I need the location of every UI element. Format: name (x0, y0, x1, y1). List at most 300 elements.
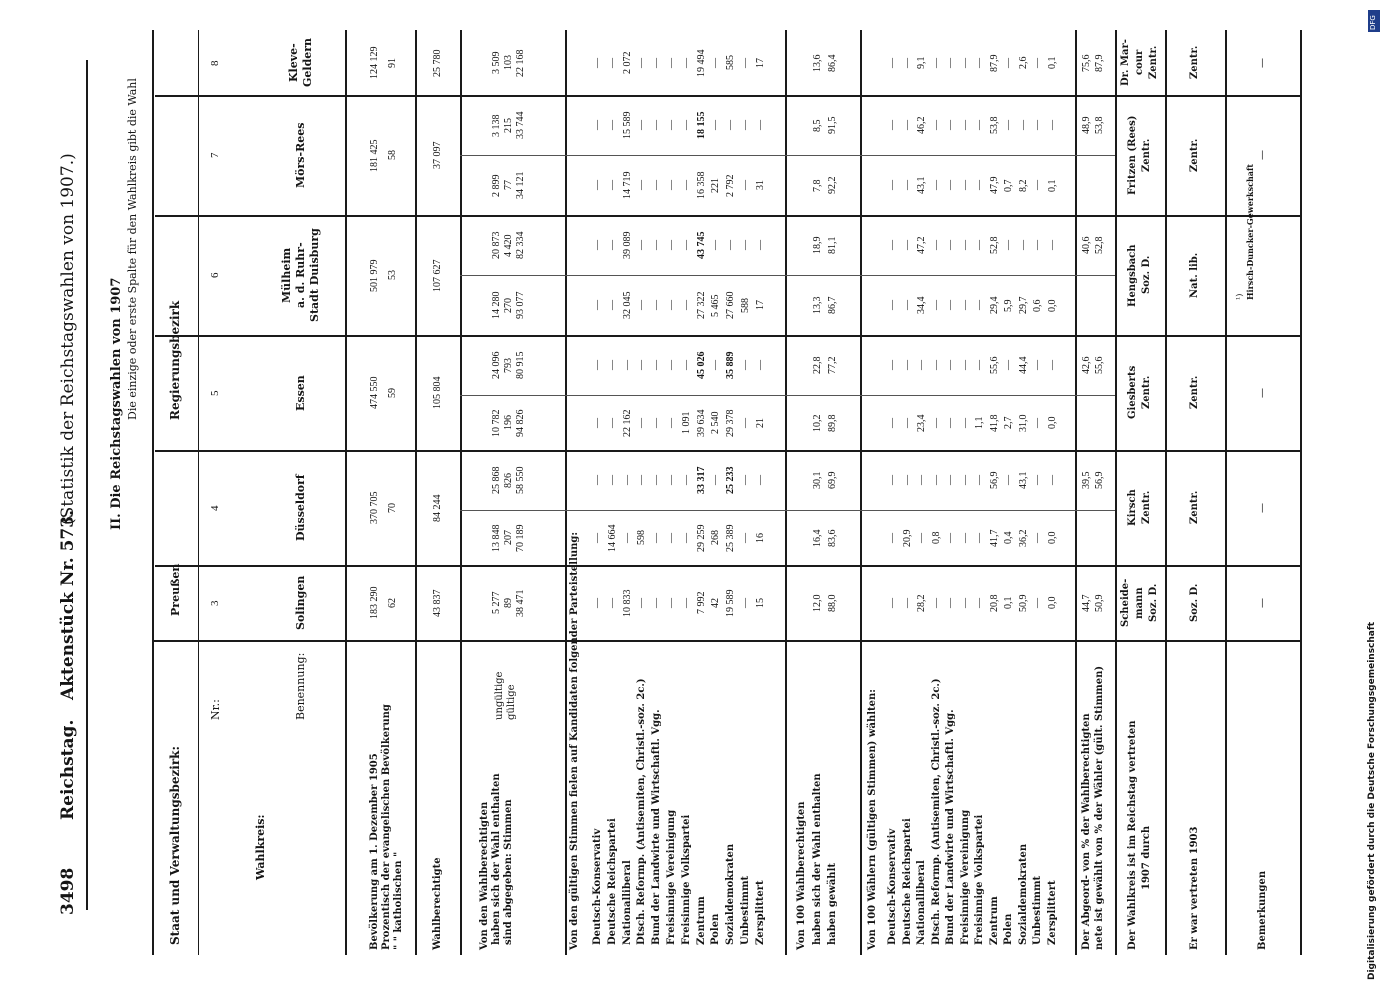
value-waehler-party-5: — (945, 475, 956, 485)
value-waehler-party-11: — (1032, 360, 1043, 370)
label-party-10: Sozialdemokraten (725, 843, 737, 945)
value-p-enthalten: 12,0 (812, 594, 823, 612)
value-waehler-party-10: 2,6 (1017, 56, 1029, 69)
value-abgeordnete-1: 42,6 (1081, 356, 1092, 374)
value-party-4: — (636, 240, 648, 250)
value-party-6: — (666, 120, 677, 130)
column-nr-4: 4 (208, 505, 221, 511)
column-nr-7: 7 (208, 152, 221, 158)
document-title: Aktenstück Nr. 573. (58, 509, 78, 700)
value-party-6: — (666, 360, 677, 370)
value-party-10: — (725, 240, 737, 250)
value-waehler-party-9: — (1003, 360, 1014, 370)
value-bevoelkerung: 181 425 (369, 139, 380, 172)
value-waehler-party-4: — (930, 417, 942, 428)
value-party-6: — (666, 300, 677, 310)
value-waehler-party-6: — (959, 120, 971, 130)
value-party-9: — (710, 120, 722, 130)
value-waehler-party-3: 23,4 (916, 414, 927, 432)
label-evangelisch: Prozentisch der evangelischen Bevölkerung (381, 704, 392, 950)
value-waehler-party-10: — (1017, 240, 1029, 250)
value-ungueltige: 215 (503, 117, 514, 133)
value-waehler-party-12: — (1046, 475, 1058, 485)
value-party-7: — (680, 360, 692, 370)
value-waehler-party-2: — (901, 597, 913, 608)
value-party-9: 2 540 (710, 411, 722, 434)
label-waehler-party-12: Zersplittert (1046, 880, 1058, 945)
value-waehler-party-10: 50,9 (1017, 594, 1029, 612)
value-party-12: — (754, 240, 766, 250)
value-waehler-party-7: — (974, 120, 985, 130)
label-abgeordnete-2: nete ist gewählt von % der Wähler (gült. Stimmen) (1094, 665, 1105, 950)
value-ungueltige: 196 (503, 415, 514, 430)
value-party-3: 15 589 (621, 111, 633, 139)
label-waehler-party-8: Zentrum (988, 896, 1000, 945)
value-waehler-party-1: — (887, 475, 898, 485)
value-waehler-party-8: 52,8 (988, 236, 1000, 254)
label-von100-gewaehlt: haben gewählt (827, 863, 838, 945)
value-party-12: 15 (754, 597, 766, 608)
column-name-6: a. d. Ruhr- (293, 242, 307, 308)
value-party-3: 2 072 (621, 51, 633, 74)
value-waehler-party-12: 0,0 (1046, 416, 1058, 429)
value-waehler-party-2: — (901, 57, 913, 68)
label-waehler-header: Von 100 Wählern (gültigen Stimmen) wählten: (867, 689, 878, 950)
value-waehler-party-7: — (974, 57, 985, 68)
value-p-enthalten: 13,3 (812, 296, 823, 314)
value-party-1: — (592, 475, 603, 485)
value-abgeordnete-1: 44,7 (1081, 594, 1092, 612)
value-party-1: — (592, 120, 603, 130)
value-waehler-party-10: 31,0 (1017, 414, 1029, 432)
value-party-8: 18 155 (695, 111, 707, 139)
value-wahlberechtigte: 37 097 (432, 141, 443, 169)
value-ungueltige: 793 (503, 357, 514, 373)
value-waehler-party-7: — (974, 597, 985, 608)
value-waehler-party-1: — (887, 300, 898, 310)
value-waehler-party-5: — (945, 57, 956, 68)
value-waehler-party-5: — (945, 180, 956, 190)
value-p-enthalten: 30,1 (812, 471, 823, 489)
column-nr-8: 8 (208, 60, 221, 66)
value-party-11: 588 (740, 297, 751, 313)
value-party-11: — (740, 417, 751, 428)
value-waehler-party-10: — (1017, 120, 1029, 130)
value-evangelisch: 62 (387, 597, 398, 608)
value-mandatar: Zentr. (1141, 375, 1152, 409)
value-waehler-party-8: 47,9 (988, 176, 1000, 194)
dfg-logo: DFG (1368, 10, 1380, 32)
value-enthalten: 13 848 (491, 524, 502, 552)
value-party-11: — (740, 120, 751, 130)
value-waehler-party-11: — (1032, 57, 1043, 68)
value-waehler-party-7: — (974, 475, 985, 485)
value-vertreten-1903: Zentr. (1189, 490, 1200, 524)
value-waehler-party-12: 0,0 (1046, 596, 1058, 609)
label-von-den: Von den Wahlberechtigten (479, 801, 490, 950)
label-party-7: Freisinnige Volkspartei (680, 814, 692, 945)
value-waehler-party-3: — (916, 532, 927, 543)
value-mandatar: Soz. D. (1148, 583, 1159, 622)
value-waehler-party-10: 36,2 (1017, 529, 1029, 547)
value-waehler-party-1: — (887, 417, 898, 428)
value-p-gewaehlt: 83,6 (827, 529, 838, 547)
value-mandatar: Hengsbach (1127, 243, 1138, 307)
value-waehler-party-12: 0,1 (1046, 179, 1058, 192)
value-p-enthalten: 13,6 (812, 54, 823, 72)
value-waehler-party-4: — (930, 360, 942, 370)
value-waehler-party-8: 20,8 (988, 594, 1000, 612)
value-enthalten: 20 873 (491, 231, 502, 259)
value-party-12: 16 (754, 532, 766, 543)
value-evangelisch: 70 (387, 502, 398, 513)
value-party-6: — (666, 57, 677, 68)
column-nr-3: 3 (208, 600, 221, 606)
footer-note: Digitalisierung gefördert durch die Deutsche Forschungsgemeinschaft (1367, 621, 1377, 980)
value-waehler-party-6: — (959, 417, 971, 428)
label-vertreten-1903: Er war vertreten 1903 (1189, 826, 1200, 950)
value-party-10: 19 589 (725, 589, 737, 617)
value-party-11: — (740, 240, 751, 250)
value-waehler-party-2: — (901, 180, 913, 190)
value-waehler-party-7: — (974, 300, 985, 310)
value-waehler-party-4: 0,8 (930, 531, 942, 544)
value-waehler-party-2: — (901, 360, 913, 370)
label-waehler-party-2: Deutsche Reichspartei (901, 818, 913, 945)
column-name-7: Mörs-Rees (293, 122, 307, 188)
value-waehler-party-3: — (916, 475, 927, 485)
value-bevoelkerung: 370 705 (369, 491, 380, 524)
label-party-3: Nationalliberal (621, 860, 633, 945)
value-p-gewaehlt: 89,8 (827, 414, 838, 432)
value-waehler-party-1: — (887, 57, 898, 68)
value-party-1: — (592, 180, 603, 190)
value-party-11: — (740, 180, 751, 190)
column-name-8: Kleve- (286, 43, 300, 82)
value-waehler-party-5: — (945, 360, 956, 370)
value-party-4: — (636, 57, 648, 68)
value-waehler-party-6: — (959, 240, 971, 250)
label-stimmen-header: Von den gültigen Stimmen fielen auf Kandidaten folgender Parteistellung: (569, 531, 580, 950)
value-party-9: 42 (710, 597, 722, 608)
value-waehler-party-5: — (945, 300, 956, 310)
label-bemerkungen: Bemerkungen (1257, 870, 1268, 950)
value-abgeordnete-2: 56,9 (1094, 471, 1105, 489)
label-wahlberechtigte: Wahlberechtigte (432, 857, 443, 950)
section-title: II. Die Reichstagswahlen von 1907 (109, 277, 124, 530)
value-party-5: — (651, 597, 663, 608)
document-subtitle: (Statistik der Reichstagswahlen von 1907.) (58, 153, 78, 525)
value-mandatar: Soz. D. (1141, 255, 1152, 294)
value-mandatar: Giesberts (1127, 365, 1138, 419)
value-waehler-party-8: 29,4 (988, 296, 1000, 314)
label-bevoelkerung: Bevölkerung am 1. Dezember 1905 (369, 753, 380, 950)
value-party-10: 35 889 (725, 351, 737, 379)
value-gueltige: 22 168 (515, 49, 526, 77)
value-gueltige: 58 550 (515, 466, 526, 494)
value-waehler-party-11: — (1032, 417, 1043, 428)
value-bevoelkerung: 183 290 (369, 586, 380, 619)
value-waehler-party-6: — (959, 597, 971, 608)
value-evangelisch: 53 (387, 270, 398, 280)
value-party-10: 2 792 (725, 174, 737, 197)
value-party-3: — (621, 532, 633, 543)
value-waehler-party-4: — (930, 180, 942, 190)
value-party-5: — (651, 240, 663, 250)
column-name-6: Mülheim (279, 247, 293, 303)
value-party-3: — (621, 360, 633, 370)
value-ungueltige: 826 (503, 472, 514, 488)
value-party-9: — (710, 475, 722, 485)
value-party-2: — (606, 597, 618, 608)
value-waehler-party-11: — (1032, 240, 1043, 250)
value-bevoelkerung: 501 979 (369, 259, 380, 292)
value-abgeordnete-2: 52,8 (1094, 236, 1105, 254)
value-enthalten: 5 277 (491, 591, 502, 614)
value-party-3: 14 719 (621, 171, 633, 199)
value-p-gewaehlt: 81,1 (827, 236, 838, 254)
value-abgeordnete-2: 50,9 (1094, 594, 1105, 612)
value-party-2: — (606, 120, 618, 130)
value-party-3: 22 162 (621, 409, 633, 437)
value-waehler-party-3: 47,2 (916, 236, 927, 254)
value-waehler-party-12: 0,0 (1046, 299, 1058, 312)
value-party-7: — (680, 597, 692, 608)
row-header-wahlkreis: Wahlkreis: (253, 814, 267, 880)
value-gueltige: 70 189 (515, 524, 526, 552)
value-waehler-party-6: — (959, 57, 971, 68)
label-party-6: Freisinnige Vereinigung (666, 809, 677, 945)
value-waehler-party-6: — (959, 360, 971, 370)
left-title: Reichstag. (58, 719, 78, 820)
value-party-1: — (592, 57, 603, 68)
label-waehler-party-7: Freisinnige Volkspartei (974, 814, 985, 945)
section-subtitle: Die einzige oder erste Spalte für den Wahlkreis gibt die Wahl (126, 78, 139, 420)
value-mandatar: Scheide- (1120, 578, 1131, 627)
value-party-9: — (710, 240, 722, 250)
value-p-gewaehlt: 86,4 (827, 54, 838, 72)
value-p-gewaehlt: 92,2 (827, 176, 838, 194)
value-vertreten-1903: Nat. lib. (1189, 252, 1200, 298)
value-party-4: — (636, 475, 648, 485)
value-abgeordnete-2: 87,9 (1094, 54, 1105, 72)
column-name-6: Stadt Duisburg (307, 228, 321, 322)
value-party-1: — (592, 300, 603, 310)
label-enthalten: haben sich der Wahl enthalten (491, 773, 502, 945)
value-p-enthalten: 18,9 (812, 236, 823, 254)
label-party-1: Deutsch-Konservativ (592, 828, 603, 945)
value-party-6: — (666, 532, 677, 543)
value-enthalten: 14 280 (491, 291, 502, 319)
value-party-8: 45 026 (695, 351, 707, 379)
value-party-12: — (754, 360, 766, 370)
value-party-9: 221 (710, 177, 722, 193)
value-waehler-party-9: 5,9 (1003, 299, 1014, 312)
value-waehler-party-12: — (1046, 360, 1058, 370)
value-abgeordnete-1: 39,5 (1081, 471, 1092, 489)
value-enthalten: 25 868 (491, 466, 502, 494)
value-waehler-party-4: — (930, 120, 942, 130)
value-ungueltige: 103 (503, 55, 514, 70)
value-mandatar: Zentr. (1148, 45, 1159, 79)
value-waehler-party-3: 46,2 (916, 116, 927, 134)
value-waehler-party-3: 34,4 (916, 296, 927, 314)
value-waehler-party-5: — (945, 597, 956, 608)
value-party-3: 32 045 (621, 291, 633, 319)
value-waehler-party-1: — (887, 597, 898, 608)
value-mandatar: mann (1134, 586, 1145, 619)
value-party-11: — (740, 597, 751, 608)
label-von100-enthalten: haben sich der Wahl enthalten (812, 773, 823, 945)
value-ungueltige: 89 (503, 597, 514, 608)
value-party-5: — (651, 300, 663, 310)
value-party-5: — (651, 360, 663, 370)
value-abgeordnete-2: 55,6 (1094, 356, 1105, 374)
value-party-10: 25 389 (725, 524, 737, 552)
value-waehler-party-11: 0,6 (1032, 299, 1043, 312)
value-evangelisch: 59 (387, 387, 398, 398)
value-waehler-party-9: 0,1 (1003, 596, 1014, 609)
value-waehler-party-4: — (930, 300, 942, 310)
value-waehler-party-5: — (945, 417, 956, 428)
value-waehler-party-9: — (1003, 57, 1014, 68)
label-katholisch: " " katholischen " (393, 851, 404, 950)
label-ungueltige: ungültige (494, 671, 505, 720)
value-party-2: — (606, 417, 618, 428)
value-party-8: 19 494 (695, 49, 707, 77)
value-waehler-party-6: — (959, 532, 971, 543)
value-party-4: — (636, 120, 648, 130)
value-ungueltige: 207 (503, 530, 514, 545)
row-header-nr: Nr.: (208, 699, 222, 720)
value-party-6: — (666, 240, 677, 250)
value-waehler-party-7: — (974, 532, 985, 543)
value-party-5: — (651, 180, 663, 190)
value-enthalten: 2 899 (491, 174, 502, 197)
value-waehler-party-11: — (1032, 597, 1043, 608)
value-ungueltige: 270 (503, 297, 514, 313)
value-waehler-party-2: — (901, 240, 913, 250)
value-party-7: — (680, 120, 692, 130)
value-waehler-party-6: — (959, 475, 971, 485)
value-party-1: — (592, 240, 603, 250)
value-bemerkung: — (1257, 597, 1268, 608)
value-waehler-party-1: — (887, 120, 898, 130)
value-waehler-party-4: — (930, 57, 942, 68)
value-party-9: 5 465 (710, 294, 722, 317)
value-p-gewaehlt: 77,2 (827, 356, 838, 374)
value-party-12: 21 (754, 417, 766, 428)
value-party-5: — (651, 417, 663, 428)
value-waehler-party-8: 87,9 (988, 54, 1000, 72)
value-vertreten-1903: Zentr. (1189, 45, 1200, 79)
value-party-12: 17 (754, 300, 766, 310)
value-waehler-party-4: — (930, 597, 942, 608)
value-party-6: — (666, 597, 677, 608)
value-p-gewaehlt: 88,0 (827, 594, 838, 612)
value-party-9: 268 (710, 530, 722, 545)
value-party-1: — (592, 597, 603, 608)
value-gueltige: 80 915 (515, 351, 526, 379)
value-party-2: — (606, 475, 618, 485)
value-waehler-party-7: — (974, 360, 985, 370)
value-bevoelkerung: 474 550 (369, 376, 380, 409)
row-header-staat: Staat und Verwaltungsbezirk: (168, 746, 182, 945)
value-wahlberechtigte: 25 780 (432, 49, 443, 77)
label-vertreten-1: Der Wahlkreis ist im Reichstag vertreten (1127, 720, 1138, 950)
label-waehler-party-10: Sozialdemokraten (1017, 843, 1029, 945)
value-party-5: — (651, 532, 663, 543)
value-mandatar: Zentr. (1141, 490, 1152, 524)
value-p-enthalten: 8,5 (812, 119, 823, 132)
value-vertreten-1903: Zentr. (1189, 138, 1200, 172)
value-party-3: 10 833 (621, 589, 633, 617)
value-waehler-party-12: — (1046, 240, 1058, 250)
label-waehler-party-1: Deutsch-Konservativ (887, 828, 898, 945)
value-evangelisch: 58 (387, 150, 398, 160)
value-gueltige: 82 334 (515, 231, 526, 259)
value-party-11: — (740, 57, 751, 68)
value-party-9: — (710, 57, 722, 68)
value-party-4: 598 (636, 530, 648, 545)
value-waehler-party-1: — (887, 180, 898, 190)
value-party-5: — (651, 120, 663, 130)
value-waehler-party-4: — (930, 475, 942, 485)
value-ungueltige: 4 420 (503, 234, 514, 257)
value-mandatar: cour (1134, 49, 1145, 75)
value-ungueltige: 77 (503, 180, 514, 190)
value-p-enthalten: 16,4 (812, 529, 823, 547)
value-enthalten: 3 509 (491, 51, 502, 74)
value-waehler-party-8: 53,8 (988, 116, 1000, 134)
value-waehler-party-9: — (1003, 475, 1014, 485)
label-waehler-party-3: Nationalliberal (916, 860, 927, 945)
value-waehler-party-6: — (959, 300, 971, 310)
value-waehler-party-9: — (1003, 240, 1014, 250)
value-waehler-party-8: 56,9 (988, 471, 1000, 489)
value-waehler-party-8: 41,8 (988, 414, 1000, 432)
value-gueltige: 34 121 (515, 171, 526, 199)
value-party-8: 7 992 (695, 591, 707, 614)
value-p-gewaehlt: 86,7 (827, 296, 838, 314)
value-waehler-party-2: — (901, 120, 913, 130)
value-party-2: — (606, 360, 618, 370)
value-mandatar: Zentr. (1141, 138, 1152, 172)
value-waehler-party-2: 20,9 (901, 529, 913, 547)
value-abgeordnete-1: 75,6 (1081, 54, 1092, 72)
value-mandatar: Fritzen (Rees) (1127, 115, 1138, 195)
value-party-1: — (592, 417, 603, 428)
value-party-4: — (636, 360, 648, 370)
column-name-3: Solingen (293, 575, 307, 630)
value-p-enthalten: 7,8 (812, 179, 823, 192)
label-party-4: Dtsch. Reformp. (Antisemiten, Christl.-soz. 2c.) (636, 678, 648, 945)
value-enthalten: 3 138 (491, 114, 502, 137)
value-party-12: — (754, 475, 766, 485)
value-party-11: — (740, 475, 751, 485)
value-p-enthalten: 10,2 (812, 414, 823, 432)
label-party-5: Bund der Landwirte und Wirtschaftl. Vgg. (651, 709, 663, 945)
value-waehler-party-9: 2,7 (1003, 416, 1014, 429)
value-waehler-party-8: 41,7 (988, 529, 1000, 547)
value-party-7: — (680, 532, 692, 543)
value-party-11: — (740, 360, 751, 370)
column-name-5: Essen (293, 374, 307, 411)
value-party-8: 29 259 (695, 524, 707, 552)
value-waehler-party-10: 8,2 (1017, 179, 1029, 192)
value-waehler-party-11: — (1032, 532, 1043, 543)
value-party-6: — (666, 475, 677, 485)
